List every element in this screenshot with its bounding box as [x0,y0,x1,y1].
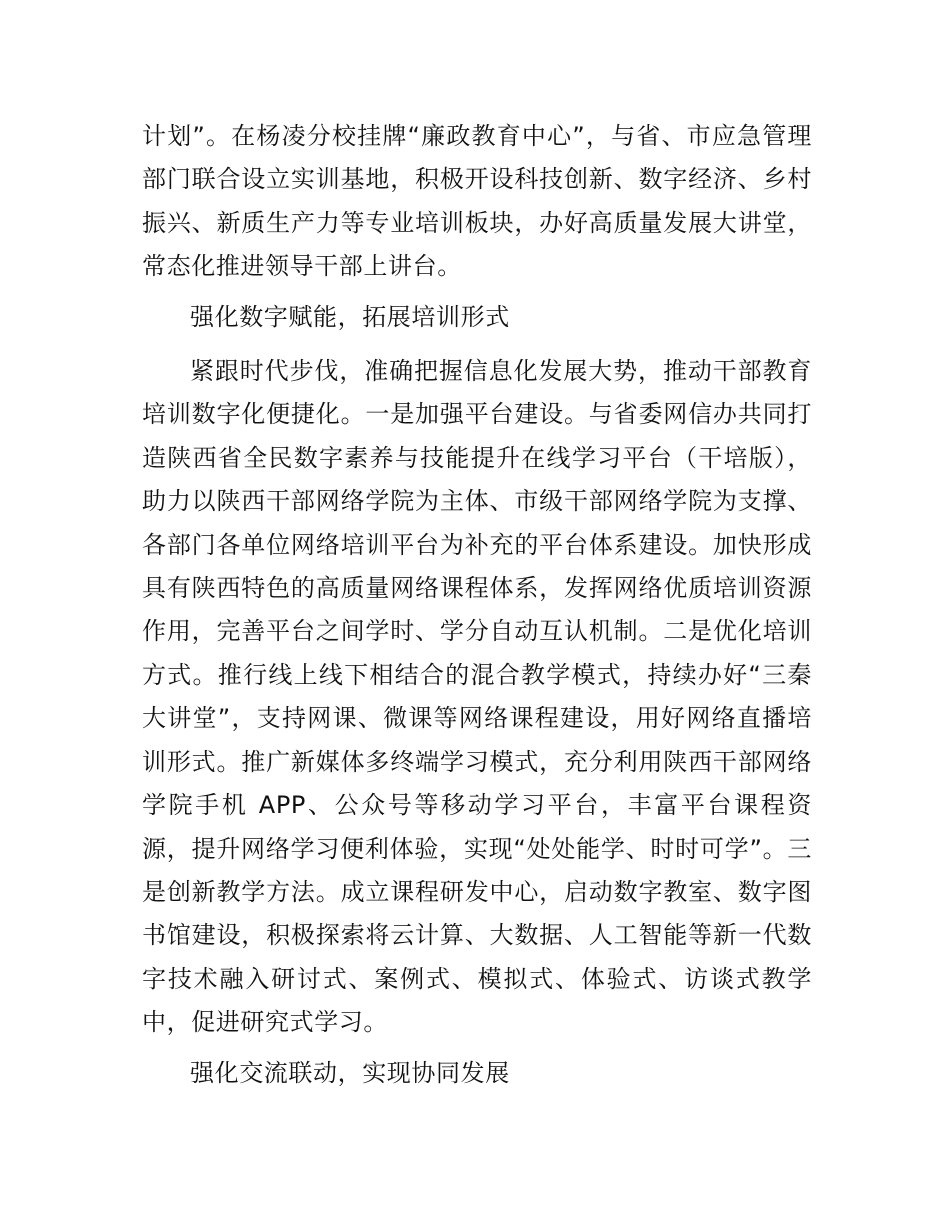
paragraph-continued: 计划”。在杨凌分校挂牌“廉政教育中心”，与省、市应急管理部门联合设立实训基地，积极开设科技创新、数字经济、乡村振兴、新质生产力等专业培训板块，办好高质量发展大讲堂，常态化推进领导干部上讲台。 [142,122,812,281]
paragraph-gap [142,1045,812,1052]
paragraph-digital-body: 紧跟时代步伐，准确把握信息化发展大势，推动干部教育培训数字化便捷化。一是加强平台建设。与省委网信办共同打造陕西省全民数字素养与技能提升在线学习平台（干培版），助力以陕西干部网络学院为主体、市级干部网络学院为支撑、各部门各单位网络培训平台为补充的平台体系建设。加快形成具有陕西特色的高质量网络课程体系，发挥网络优质培训资源作用，完善平台之间学时、学分自动互认机制。二是优化培训方式。推行线上线下相结合的混合教学模式，持续办好“三秦大讲堂”，支持网课、微课等网络课程建设，用好网络直播培训形式。推广新媒体多终端学习模式，充分利用陕西干部网络学院手机 APP、公众号等移动学习平台，丰富平台课程资源，提升网络学习便利体验，实现“处处能学、时时可学”。三是创新教学方法。成立课程研发中心，启动数字教室、数字图书馆建设，积极探索将云计算、大数据、人工智能等新一代数字技术融入研讨式、案例式、模拟式、体验式、访谈式教学中，促进研究式学习。 [142,357,812,1037]
paragraph-gap [142,289,812,296]
section-heading-exchange: 强化交流联动，实现协同发展 [190,1058,510,1087]
document-body [142,115,812,1095]
paragraph-gap [142,339,812,350]
section-heading-digital: 强化数字赋能，拓展培训形式 [190,302,510,331]
